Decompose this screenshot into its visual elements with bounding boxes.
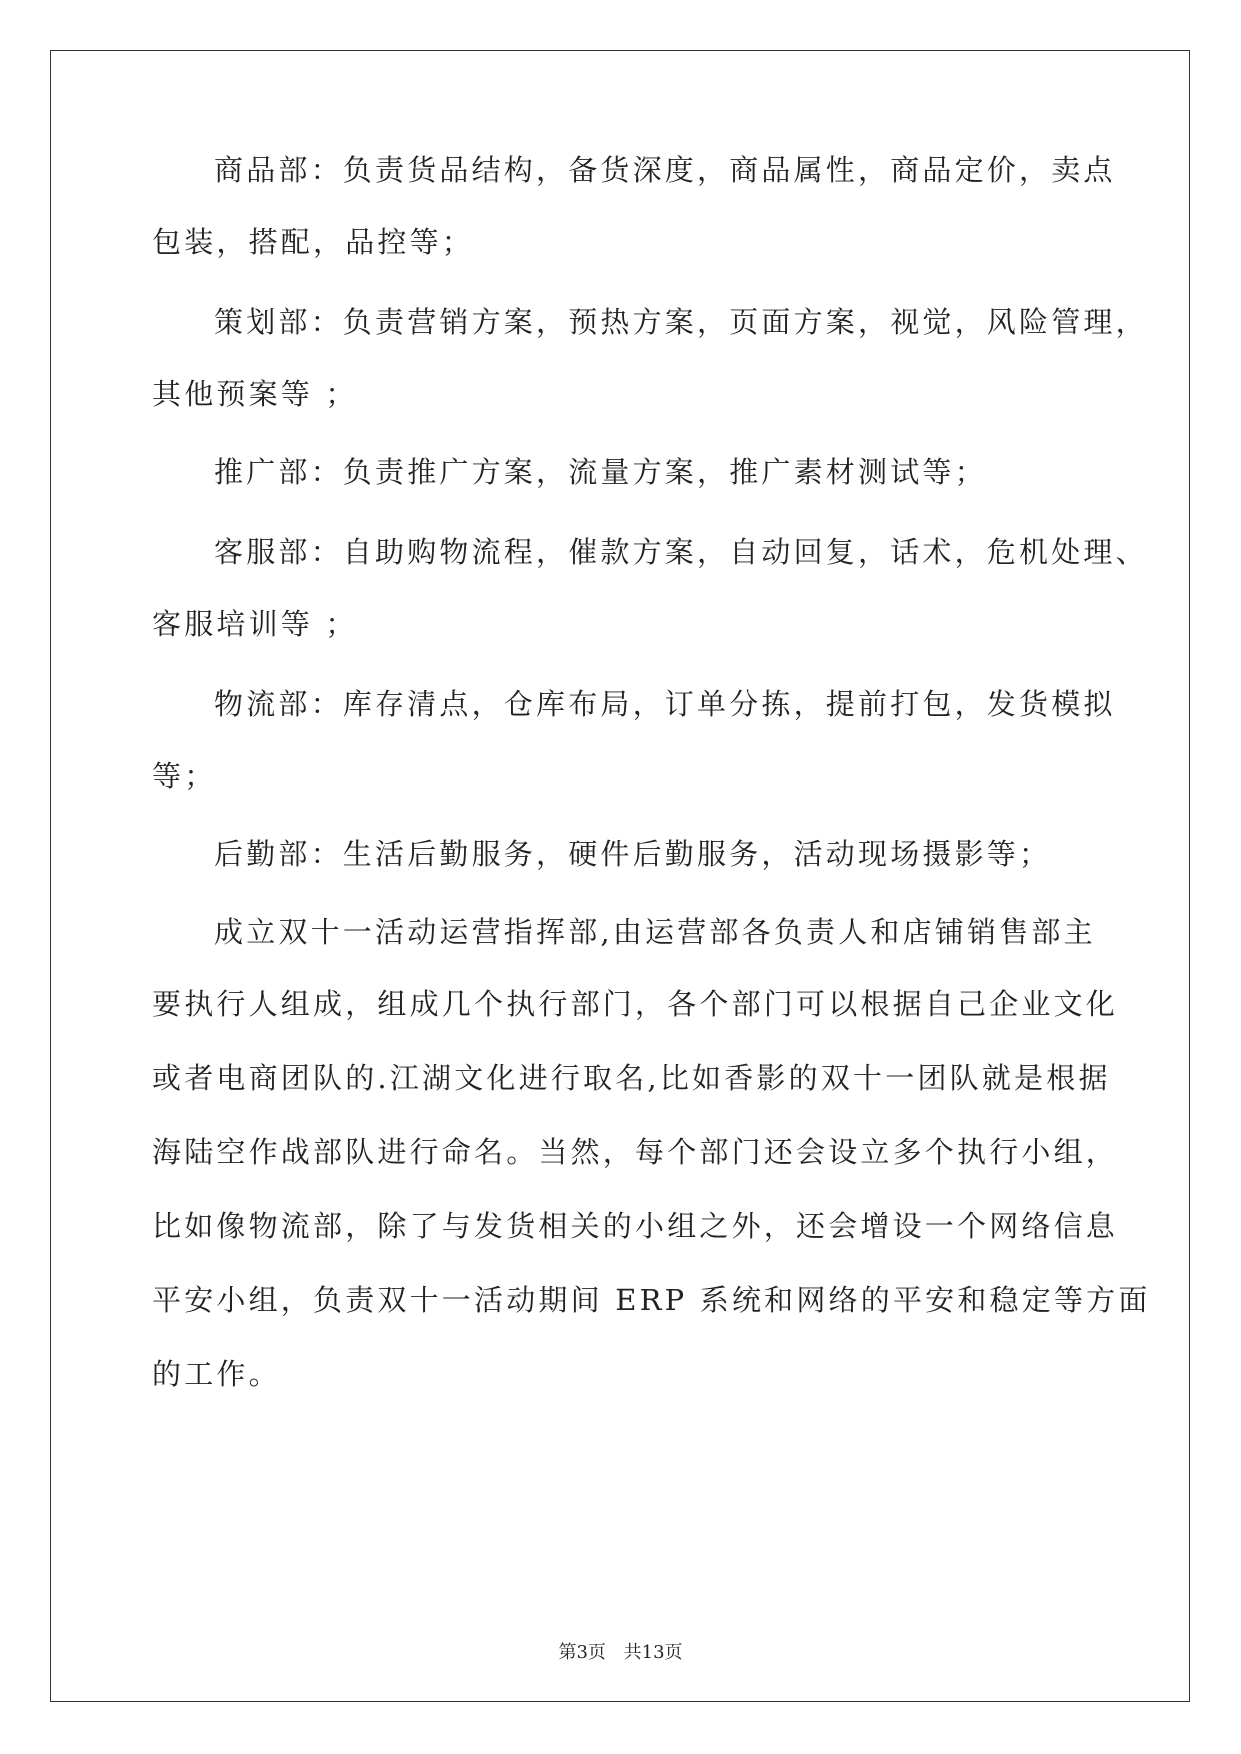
paragraph-line: 要执行人组成，组成几个执行部门，各个部门可以根据自己企业文化 — [152, 987, 1119, 1021]
paragraph-line: 策划部：负责营销方案，预热方案，页面方案，视觉，风险管理， — [214, 305, 1148, 339]
paragraph-line: 物流部：库存清点，仓库布局，订单分拣，提前打包，发货模拟 — [214, 687, 1116, 721]
paragraph-line: 的工作。 — [152, 1357, 281, 1391]
paragraph-line: 推广部：负责推广方案，流量方案，推广素材测试等； — [214, 455, 987, 489]
paragraph-line: 客服部：自助购物流程，催款方案，自动回复，话术，危机处理、 — [214, 535, 1148, 569]
paragraph-line: 其他预案等 ； — [152, 377, 358, 411]
paragraph-line: 客服培训等 ； — [152, 607, 358, 641]
paragraph-line: 平安小组，负责双十一活动期间 ERP 系统和网络的平安和稳定等方面 — [152, 1283, 1151, 1317]
paragraph-line: 包装，搭配，品控等； — [152, 225, 475, 259]
page-number: 第3页 — [558, 1642, 606, 1663]
paragraph-line: 比如像物流部，除了与发货相关的小组之外，还会增设一个网络信息 — [152, 1209, 1119, 1243]
paragraph-line: 海陆空作战部队进行命名。当然，每个部门还会设立多个执行小组， — [152, 1135, 1119, 1169]
paragraph-line: 成立双十一活动运营指挥部,由运营部各负责人和店铺销售部主 — [214, 915, 1096, 949]
page-footer — [0, 1641, 1241, 1665]
paragraph-line: 后勤部：生活后勤服务，硬件后勤服务，活动现场摄影等； — [214, 837, 1052, 871]
page-total: 共13页 — [623, 1642, 683, 1663]
page-border — [50, 50, 1190, 1702]
paragraph-line: 商品部：负责货品结构，备货深度，商品属性，商品定价，卖点 — [214, 153, 1116, 187]
paragraph-line: 或者电商团队的.江湖文化进行取名,比如香影的双十一团队就是根据 — [152, 1061, 1111, 1095]
paragraph-line: 等； — [152, 759, 217, 793]
